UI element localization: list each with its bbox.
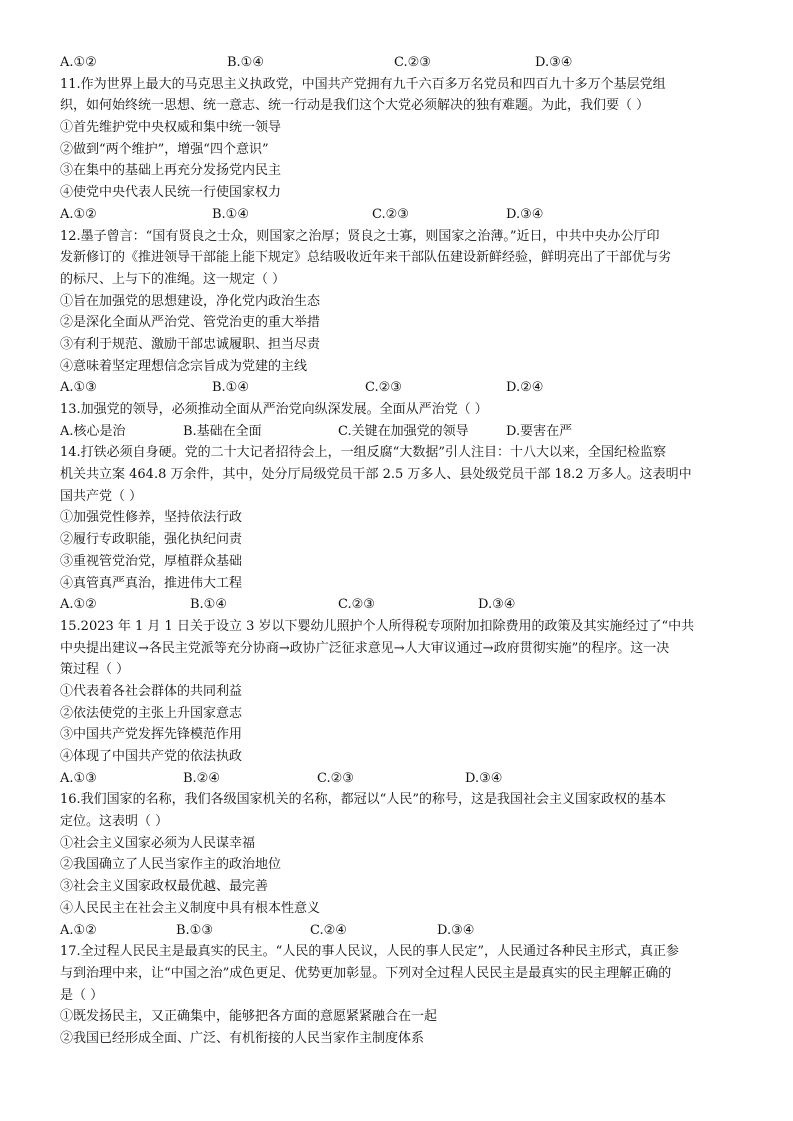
q14-option-a[interactable]: A.①② <box>60 597 97 613</box>
q15-statement-4: ④体现了中国共产党的依法执政 <box>60 749 243 764</box>
q13-stem-line: 13.加强党的领导，必须推动全面从严治党向纵深发展。全面从严治党（ ） <box>60 402 488 417</box>
q12-stem-line: 发新修订的《推进领导干部能上能下规定》总结吸收近年来干部队伍建设新鲜经验，鲜明亮出了干部优与劣 <box>60 250 672 266</box>
q12-statement-2: ②是深化全面从严治党、管党治吏的重大举措 <box>60 315 321 331</box>
q13-option-a[interactable]: A.核心是治 <box>60 423 126 439</box>
q16-stem-line: 16.我们国家的名称，我们各级国家机关的名称，都冠以“人民”的称号，这是我国社会主义国家政权的基本 <box>60 792 666 808</box>
q14-stem-line: 机关共立案 464.8 万余件，其中，处分厅局级党员干部 2.5 万多人、县处级党员干部 18.2 万多人。这表明中 <box>60 467 692 483</box>
q11-statement-1: ①首先维护党中央权威和集中统一领导 <box>60 120 282 136</box>
q14-statement-2: ②履行专政职能，强化执纪问责 <box>60 532 243 548</box>
q12-statement-3: ③有利于规范、激励干部忠诚履职、担当尽责 <box>60 336 321 352</box>
q15-stem-line: 中央提出建议→各民主党派等充分协商→政协广泛征求意见→人大审议通过→政府贯彻实施”的程序。这一决 <box>60 640 670 656</box>
q17-stem-line: 17.全过程人民民主是最真实的民主。“人民的事人民议，人民的事人民定”，人民通过各种民主形式，真正参 <box>60 944 679 960</box>
q16-statement-1: ①社会主义国家必须为人民谋幸福 <box>60 835 256 851</box>
q16-options <box>60 920 740 942</box>
q16-statement-4: ④人民民主在社会主义制度中具有根本性意义 <box>60 900 321 916</box>
q10-option-d[interactable]: D.③④ <box>535 55 573 70</box>
q16-stem-line: 定位。这表明（ ） <box>60 814 169 830</box>
q12-option-b[interactable]: B.①④ <box>212 380 249 396</box>
q16-option-d[interactable]: D.③④ <box>437 922 475 938</box>
q15-option-a[interactable]: A.①③ <box>60 770 97 786</box>
q14-stem-line: 国共产党（ ） <box>60 488 143 504</box>
q14-statement-1: ①加强党性修养，坚持依法行政 <box>60 510 243 526</box>
q10-option-c[interactable]: C.②③ <box>394 55 431 70</box>
q15-statement-2: ②依法使党的主张上升国家意志 <box>60 705 243 721</box>
q16-option-b[interactable]: B.①③ <box>176 922 213 938</box>
q13-option-c[interactable]: C.关键在加强党的领导 <box>338 423 469 439</box>
q15-stem-line: 15.2023 年 1 月 1 日关于设立 3 岁以下婴幼儿照护个人所得税专项附加扣除费用的政策及其实施经过了“中共 <box>60 618 695 634</box>
exam-page <box>60 52 740 1050</box>
q14-stem-line: 14.打铁必须自身硬。党的二十大记者招待会上，一组反腐“大数据”引人注目：十八大以来，全国纪检监察 <box>60 445 666 461</box>
q11-options <box>60 204 740 226</box>
q11-statement-4: ④使党中央代表人民统一行使国家权力 <box>60 185 282 201</box>
q11-statement-3: ③在集中的基础上再充分发扬党内民主 <box>60 163 282 179</box>
q17-statement-2: ②我国已经形成全面、广泛、有机衔接的人民当家作主制度体系 <box>60 1030 425 1046</box>
q12-stem-line: 12.墨子曾言：“国有贤良之士众，则国家之治厚；贤良之士寡，则国家之治薄。”近日，中共中央办公厅印 <box>60 228 660 244</box>
q11-option-c[interactable]: C.②③ <box>372 206 409 222</box>
q15-stem-line: 策过程（ ） <box>60 662 130 678</box>
q15-option-d[interactable]: D.③④ <box>465 770 503 786</box>
q15-option-b[interactable]: B.②④ <box>183 770 220 786</box>
q14-statement-4: ④真管真严真治，推进伟大工程 <box>60 575 243 591</box>
q16-option-a[interactable]: A.①② <box>60 922 97 938</box>
q17-statement-1: ①既发扬民主，又正确集中，能够把各方面的意愿紧紧融合在一起 <box>60 1009 438 1025</box>
q14-options <box>60 594 740 616</box>
q12-statement-1: ①旨在加强党的思想建设，净化党内政治生态 <box>60 293 321 309</box>
q17-stem-line: 是（ ） <box>60 987 104 1003</box>
q12-option-c[interactable]: C.②③ <box>365 380 402 396</box>
q12-options <box>60 377 740 399</box>
q12-statement-4: ④意味着坚定理想信念宗旨成为党建的主线 <box>60 358 308 374</box>
q16-statement-2: ②我国确立了人民当家作主的政治地位 <box>60 857 282 873</box>
q15-option-c[interactable]: C.②③ <box>317 770 354 786</box>
q11-statement-2: ②做到“两个维护”，增强“四个意识” <box>60 141 269 157</box>
q11-option-d[interactable]: D.③④ <box>506 206 544 222</box>
q14-option-c[interactable]: C.②③ <box>338 597 375 613</box>
q11-option-a[interactable]: A.①② <box>60 206 97 222</box>
q13-options <box>60 421 740 443</box>
q14-statement-3: ③重视管党治党，厚植群众基础 <box>60 553 243 569</box>
q12-stem-line: 的标尺、上与下的准绳。这一规定（ ） <box>60 271 286 287</box>
q15-statement-1: ①代表着各社会群体的共同利益 <box>60 683 243 699</box>
q17-stem-line: 与到治理中来，让“中国之治”成色更足、优势更加彰显。下列对全过程人民民主是最真实的民主理解正确的 <box>60 965 672 981</box>
q15-options <box>60 768 740 790</box>
q13-option-d[interactable]: D.要害在严 <box>506 423 573 439</box>
q11-stem-line: 织，如何始终统一思想、统一意志、统一行动是我们这个大党必须解决的独有难题。为此，我们要（ ） <box>60 98 650 114</box>
q11-stem-line: 11.作为世界上最大的马克思主义执政党，中国共产党拥有九千六百多万名党员和四百九十多万个基层党组 <box>60 76 666 92</box>
q14-option-b[interactable]: B.①④ <box>190 597 227 613</box>
q12-option-a[interactable]: A.①③ <box>60 380 97 396</box>
q16-statement-3: ③社会主义国家政权最优越、最完善 <box>60 879 269 895</box>
q12-option-d[interactable]: D.②④ <box>506 380 544 396</box>
q10-option-b[interactable]: B.①④ <box>227 55 264 70</box>
q10-options <box>60 52 740 74</box>
q14-option-d[interactable]: D.③④ <box>478 597 516 613</box>
q13-option-b[interactable]: B.基础在全面 <box>183 423 262 439</box>
q16-option-c[interactable]: C.②④ <box>310 922 347 938</box>
q11-option-b[interactable]: B.①④ <box>212 206 249 222</box>
q15-statement-3: ③中国共产党发挥先锋模范作用 <box>60 727 243 743</box>
q10-option-a[interactable]: A.①② <box>60 55 97 70</box>
